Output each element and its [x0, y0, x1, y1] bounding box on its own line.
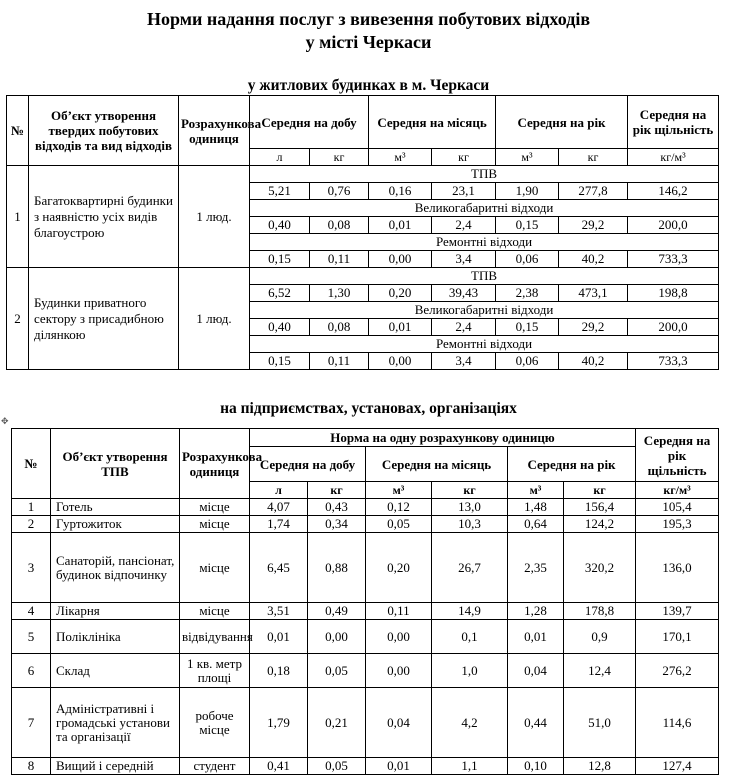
value-cell: 320,2: [564, 533, 636, 603]
value-cell: 0,11: [310, 353, 369, 370]
row-unit: місце: [180, 603, 250, 620]
row-object: Адміністративні і громадські установи та організації: [51, 688, 180, 758]
col-header-num: №: [12, 429, 51, 499]
row-object: Склад: [51, 654, 180, 688]
value-cell: 178,8: [564, 603, 636, 620]
group-unit: 1 люд.: [179, 268, 250, 370]
value-cell: 0,01: [369, 217, 432, 234]
table-row: [12, 603, 719, 620]
value-cell: 0,20: [366, 533, 432, 603]
value-cell: 0,20: [369, 285, 432, 302]
value-cell: 1,1: [432, 758, 508, 775]
value-cell: 0,01: [366, 758, 432, 775]
waste-category: ТПВ: [250, 268, 719, 285]
value-cell: 0,34: [308, 516, 366, 533]
value-cell: 473,1: [559, 285, 628, 302]
value-cell: 1,74: [250, 516, 308, 533]
waste-category: ТПВ: [250, 166, 719, 183]
value-cell: 2,4: [432, 319, 496, 336]
row-object: Санаторій, пансіонат, будинок відпочинку: [51, 533, 180, 603]
row-unit: відвідування: [180, 620, 250, 654]
unit-m3: м³: [369, 149, 432, 166]
value-cell: 0,11: [366, 603, 432, 620]
value-cell: 0,06: [496, 353, 559, 370]
value-cell: 2,35: [508, 533, 564, 603]
table-row: [12, 499, 719, 516]
value-cell: 276,2: [636, 654, 719, 688]
value-cell: 200,0: [628, 319, 719, 336]
value-cell: 6,52: [250, 285, 310, 302]
value-cell: 0,10: [508, 758, 564, 775]
value-cell: 0,12: [366, 499, 432, 516]
value-cell: 3,51: [250, 603, 308, 620]
table-move-handle-icon[interactable]: ✥: [1, 416, 9, 426]
value-cell: 146,2: [628, 183, 719, 200]
col-header-unit: Розрахункова одиниця: [179, 96, 250, 166]
row-unit: місце: [180, 499, 250, 516]
value-cell: 195,3: [636, 516, 719, 533]
col-header-object: Об’єкт утворення твердих побутових відходів та вид відходів: [29, 96, 179, 166]
unit-kg: кг: [432, 482, 508, 499]
value-cell: 0,08: [310, 217, 369, 234]
category-row: [7, 268, 719, 285]
value-cell: 0,1: [432, 620, 508, 654]
unit-kg: кг: [310, 149, 369, 166]
unit-kg: кг: [564, 482, 636, 499]
row-num: 1: [12, 499, 51, 516]
row-num: 7: [12, 688, 51, 758]
unit-kg: кг: [432, 149, 496, 166]
value-cell: 0,49: [308, 603, 366, 620]
value-cell: 0,15: [496, 217, 559, 234]
value-cell: 114,6: [636, 688, 719, 758]
value-cell: 23,1: [432, 183, 496, 200]
value-cell: 5,21: [250, 183, 310, 200]
row-unit: 1 кв. метр площі: [180, 654, 250, 688]
residential-norms-table: [6, 95, 719, 370]
waste-category: Великогабаритні відходи: [250, 302, 719, 319]
value-cell: 1,30: [310, 285, 369, 302]
value-cell: 0,05: [308, 758, 366, 775]
value-cell: 29,2: [559, 217, 628, 234]
table-row: [12, 688, 719, 758]
row-num: 2: [12, 516, 51, 533]
value-cell: 0,00: [369, 251, 432, 268]
col-header-object: Об’єкт утворення ТПВ: [51, 429, 180, 499]
value-cell: 200,0: [628, 217, 719, 234]
table-row: [12, 620, 719, 654]
header-row: [7, 96, 719, 149]
value-cell: 39,43: [432, 285, 496, 302]
value-cell: 0,00: [308, 620, 366, 654]
unit-kg: кг: [308, 482, 366, 499]
value-cell: 0,40: [250, 217, 310, 234]
value-cell: 4,2: [432, 688, 508, 758]
value-cell: 0,01: [250, 620, 308, 654]
waste-category: Великогабаритні відходи: [250, 200, 719, 217]
row-object: Поліклініка: [51, 620, 180, 654]
page-title-line1: Норми надання послуг з вивезення побутових відходів: [146, 9, 591, 29]
value-cell: 0,00: [366, 620, 432, 654]
value-cell: 170,1: [636, 620, 719, 654]
unit-density: кг/м³: [628, 149, 719, 166]
col-header-norm: Норма на одну розрахункову одиницю: [250, 429, 636, 447]
col-header-unit: Розрахункова одиниця: [180, 429, 250, 499]
value-cell: 12,4: [564, 654, 636, 688]
unit-l: л: [250, 149, 310, 166]
row-num: 5: [12, 620, 51, 654]
value-cell: 0,00: [369, 353, 432, 370]
value-cell: 0,04: [366, 688, 432, 758]
table-row: [12, 533, 719, 603]
col-header-num: №: [7, 96, 29, 166]
row-unit: робоче місце: [180, 688, 250, 758]
value-cell: 0,05: [366, 516, 432, 533]
value-cell: 0,15: [496, 319, 559, 336]
value-cell: 6,45: [250, 533, 308, 603]
section2-subtitle: на підприємствах, установах, організаціях: [220, 400, 517, 417]
value-cell: 13,0: [432, 499, 508, 516]
unit-kg: кг: [559, 149, 628, 166]
section1-subtitle: у житлових будинках в м. Черкаси: [247, 77, 490, 94]
category-row: [7, 166, 719, 183]
row-num: 6: [12, 654, 51, 688]
row-num: 3: [12, 533, 51, 603]
table-row: [12, 516, 719, 533]
value-cell: 1,0: [432, 654, 508, 688]
group-num: 1: [7, 166, 29, 268]
value-cell: 29,2: [559, 319, 628, 336]
value-cell: 0,64: [508, 516, 564, 533]
value-cell: 3,4: [432, 251, 496, 268]
value-cell: 14,9: [432, 603, 508, 620]
value-cell: 26,7: [432, 533, 508, 603]
col-header-per-year: Середня на рік: [496, 96, 628, 149]
value-cell: 3,4: [432, 353, 496, 370]
value-cell: 105,4: [636, 499, 719, 516]
value-cell: 139,7: [636, 603, 719, 620]
value-cell: 0,01: [508, 620, 564, 654]
row-object: Вищий і середній: [51, 758, 180, 775]
table-row: [12, 758, 719, 775]
value-cell: 40,2: [559, 251, 628, 268]
value-cell: 0,43: [308, 499, 366, 516]
col-header-per-month: Середня на місяць: [366, 447, 508, 482]
row-unit: місце: [180, 516, 250, 533]
value-cell: 1,28: [508, 603, 564, 620]
value-cell: 0,01: [369, 319, 432, 336]
row-num: 4: [12, 603, 51, 620]
enterprise-norms-table: [11, 428, 719, 775]
waste-category: Ремонтні відходи: [250, 234, 719, 251]
row-unit: місце: [180, 533, 250, 603]
value-cell: 0,21: [308, 688, 366, 758]
value-cell: 1,79: [250, 688, 308, 758]
value-cell: 156,4: [564, 499, 636, 516]
col-header-per-year: Середня на рік: [508, 447, 636, 482]
value-cell: 2,38: [496, 285, 559, 302]
value-cell: 0,11: [310, 251, 369, 268]
value-cell: 1,90: [496, 183, 559, 200]
col-header-per-month: Середня на місяць: [369, 96, 496, 149]
header-row: [12, 429, 719, 447]
value-cell: 277,8: [559, 183, 628, 200]
row-num: 8: [12, 758, 51, 775]
table-row: [12, 654, 719, 688]
unit-density: кг/м³: [636, 482, 719, 499]
value-cell: 0,40: [250, 319, 310, 336]
value-cell: 0,05: [308, 654, 366, 688]
value-cell: 40,2: [559, 353, 628, 370]
value-cell: 136,0: [636, 533, 719, 603]
unit-m3: м³: [366, 482, 432, 499]
col-header-per-day: Середня на добу: [250, 96, 369, 149]
page-title-line2: у місті Черкаси: [305, 32, 432, 52]
value-cell: 0,08: [310, 319, 369, 336]
col-header-density: Середня на рік щільність: [628, 96, 719, 149]
value-cell: 0,9: [564, 620, 636, 654]
value-cell: 733,3: [628, 251, 719, 268]
value-cell: 0,06: [496, 251, 559, 268]
value-cell: 0,04: [508, 654, 564, 688]
unit-l: л: [250, 482, 308, 499]
col-header-per-day: Середня на добу: [250, 447, 366, 482]
value-cell: 51,0: [564, 688, 636, 758]
unit-m3: м³: [496, 149, 559, 166]
row-unit: студент: [180, 758, 250, 775]
value-cell: 0,15: [250, 251, 310, 268]
row-object: Гуртожиток: [51, 516, 180, 533]
value-cell: 4,07: [250, 499, 308, 516]
value-cell: 0,44: [508, 688, 564, 758]
value-cell: 198,8: [628, 285, 719, 302]
value-cell: 0,16: [369, 183, 432, 200]
unit-m3: м³: [508, 482, 564, 499]
value-cell: 0,00: [366, 654, 432, 688]
value-cell: 10,3: [432, 516, 508, 533]
col-header-density: Середня на рік щільність: [636, 429, 719, 482]
group-unit: 1 люд.: [179, 166, 250, 268]
value-cell: 0,88: [308, 533, 366, 603]
value-cell: 12,8: [564, 758, 636, 775]
value-cell: 0,18: [250, 654, 308, 688]
group-object: Будинки приватного сектору з присадибною ділянкою: [29, 268, 179, 370]
value-cell: 2,4: [432, 217, 496, 234]
value-cell: 733,3: [628, 353, 719, 370]
value-cell: 0,41: [250, 758, 308, 775]
group-object: Багатоквартирні будинки з наявністю усіх видів благоустрою: [29, 166, 179, 268]
row-object: Готель: [51, 499, 180, 516]
waste-category: Ремонтні відходи: [250, 336, 719, 353]
value-cell: 124,2: [564, 516, 636, 533]
group-num: 2: [7, 268, 29, 370]
value-cell: 0,15: [250, 353, 310, 370]
value-cell: 127,4: [636, 758, 719, 775]
value-cell: 0,76: [310, 183, 369, 200]
row-object: Лікарня: [51, 603, 180, 620]
value-cell: 1,48: [508, 499, 564, 516]
